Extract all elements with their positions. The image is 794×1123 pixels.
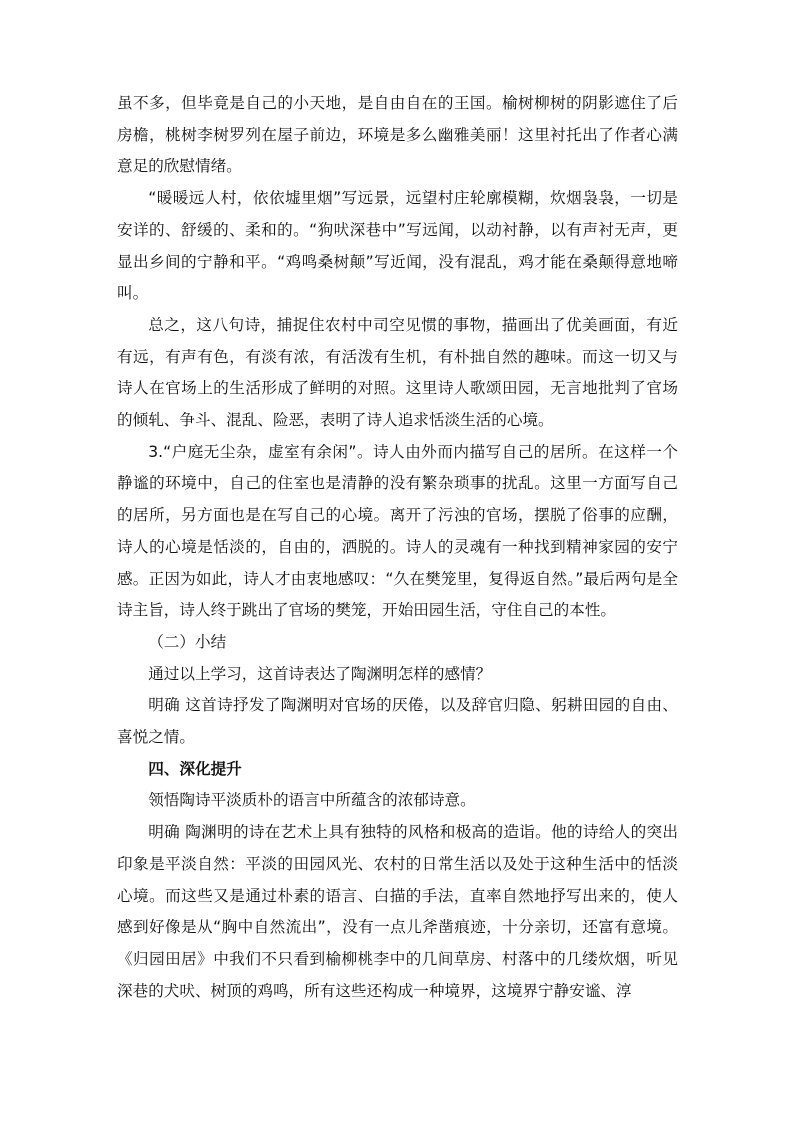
paragraph-2: “暖暖远人村，依依墟里烟”写远景，远望村庄轮廓模糊，炊烟袅袅，一切是安详的、舒缓的、柔和的。“狗吠深巷中”写远闻，以动衬静，以有声衬无声，更显出乡间的宁静和平。“鸡鸣桑树颠”写近闻，没有混乱，鸡才能在桑颠得意地啼叫。 xyxy=(117,189,678,303)
paragraph-3: 总之，这八句诗，捕捉住农村中司空见惯的事物，描画出了优美画面，有近有远，有声有色，有淡有浓，有活泼有生机，有朴拙自然的趣味。而这一切又与诗人在官场上的生活形成了鲜明的对照。这里诗人歌颂田园，无言地批判了官场的倾轧、争斗、混乱、险恶，表明了诗人追求恬淡生活的心境。 xyxy=(117,315,678,430)
task-paragraph: 领悟陶诗平淡质朴的语言中所蕴含的浓郁诗意。 xyxy=(148,791,476,810)
answer-paragraph: 明确 这首诗抒发了陶渊明对官场的厌倦，以及辞官归隐、躬耕田园的自由、喜悦之情。 xyxy=(117,696,678,747)
paragraph-1: 虽不多，但毕竟是自己的小天地，是自由自在的王国。榆树柳树的阴影遮住了后房檐，桃树李树罗列在屋子前边，环境是多么幽雅美丽！这里衬托出了作者心满意足的欣慰情绪。 xyxy=(117,94,678,176)
section-heading-deepen: 四、深化提升 xyxy=(148,759,242,778)
section-subheading-summary: （二）小结 xyxy=(148,632,227,651)
paragraph-4: 3.“户庭无尘杂，虚室有余闲”。诗人由外而内描写自己的居所。在这样一个静谧的环境中，自己的住室也是清静的没有繁杂琐事的扰乱。这里一方面写自己的居所，另方面也是在写自己的心境。离开了污浊的官场，摆脱了俗事的应酬，诗人的心境是恬淡的，自由的，洒脱的。诗人的灵魂有一种找到精神家园的安宁感。正因为如此，诗人才由衷地感叹：“久在樊笼里，复得返自然。”最后两句是全诗主旨，诗人终于跳出了官场的樊笼，开始田园生活，守住自己的本性。 xyxy=(117,442,678,620)
question-paragraph: 通过以上学习，这首诗表达了陶渊明怎样的感情？ xyxy=(148,664,492,683)
paragraph-final: 明确 陶渊明的诗在艺术上具有独特的风格和极高的造诣。他的诗给人的突出印象是平淡自然：平淡的田园风光、农村的日常生活以及处于这种生活中的恬淡心境。而这些又是通过朴素的语言、白描的手法，直率自然地抒写出来的，使人感到好像是从“胸中自然流出”，没有一点儿斧凿痕迹，十分亲切，还富有意境。《归园田居》中我们不只看到榆柳桃李中的几间草房、村落中的几缕炊烟，听见深巷的犬吠、树顶的鸡鸣，所有这些还构成一种境界，这境界宁静安谧、淳 xyxy=(117,823,678,1000)
